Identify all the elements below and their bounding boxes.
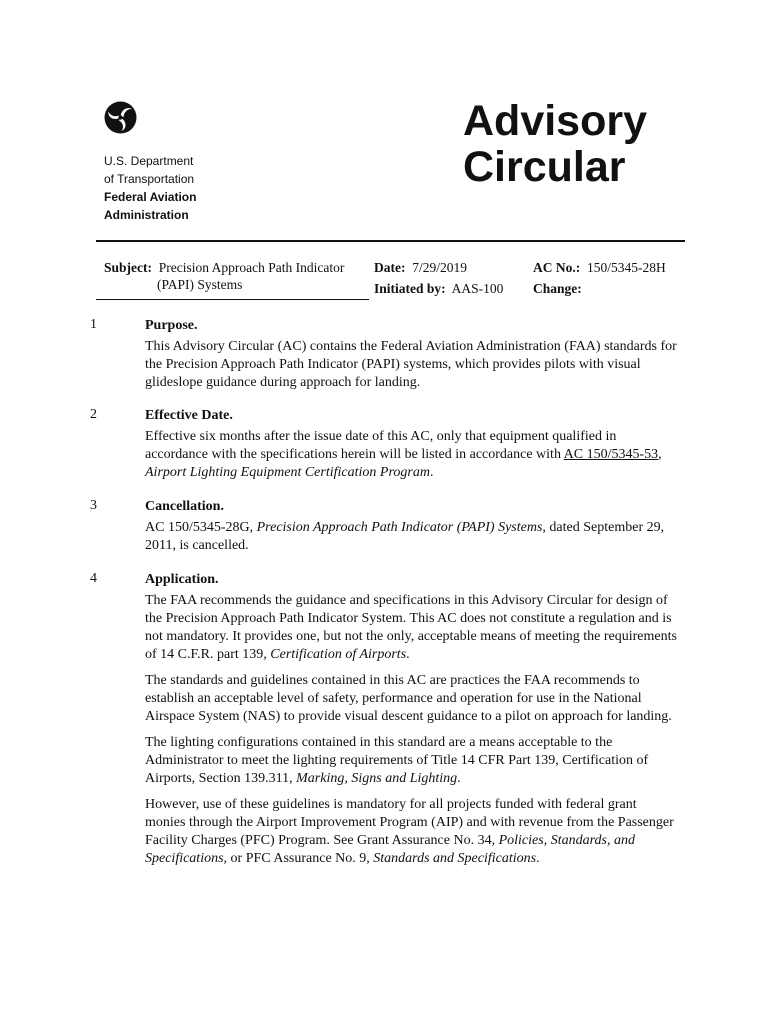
section-paragraph: The standards and guidelines contained in this AC are practices the FAA recommends to establish an acceptable level of safety, performance and operation for use in the National Airspace System (NAS) to provide visual descent guidance to a pilot on approach for landing. bbox=[145, 673, 672, 724]
dot-triskelion-logo-icon bbox=[104, 101, 137, 134]
title-line: Advisory bbox=[463, 97, 648, 145]
paragraph-text: However, use of these guidelines is mandatory for all projects funded with federal grant monies through the Airport Improvement Program (AIP) and with revenue from the Passenger Facility Charges (PFC) Program. See Grant Assurance No. 34, bbox=[145, 797, 674, 848]
paragraph-text: The FAA recommends the guidance and specifications in this Advisory Circular for design of the Precision Approach Path Indicator System. This AC does not constitute a regulation and is not mandatory. It provides one, but not the only, acceptable means of meeting the requirements of 14 C.F.R. part 139, bbox=[145, 593, 677, 662]
paragraph-text: . bbox=[429, 465, 434, 480]
document-title-reference: Precision Approach Path Indicator (PAPI) Systems bbox=[256, 520, 543, 535]
initiated-value: AAS-100 bbox=[451, 281, 504, 296]
subject-value-line2: (PAPI) Systems bbox=[157, 277, 243, 292]
paragraph-text: The lighting configurations contained in this standard are a means acceptable to the Administrator to meet the lighting requirements of Title 14 CFR Part 139, Certification of Airports, Section 139.311, bbox=[145, 735, 649, 786]
ac-reference-link[interactable]: AC 150/5345-53 bbox=[563, 447, 659, 462]
paragraph-text: . bbox=[536, 851, 540, 866]
agency-line: of Transportation bbox=[104, 172, 195, 186]
ac-number-label: AC No.: bbox=[533, 260, 581, 275]
subject-value: Precision Approach Path Indicator bbox=[158, 260, 345, 275]
document-title-reference: Airport Lighting Equipment Certification Program bbox=[145, 465, 430, 480]
section-number: 1 bbox=[90, 317, 97, 332]
section-heading: Purpose. bbox=[145, 318, 198, 333]
document-title bbox=[463, 98, 647, 190]
section-heading: Application. bbox=[145, 572, 219, 587]
section-effective-date bbox=[145, 407, 677, 490]
initiated-field bbox=[374, 280, 503, 298]
section-purpose bbox=[145, 317, 677, 400]
paragraph-text: . bbox=[406, 647, 410, 662]
ac-number-value: 150/5345-28H bbox=[587, 260, 666, 275]
document-title-reference: Certification of Airports bbox=[270, 647, 407, 662]
section-number: 3 bbox=[90, 498, 97, 513]
ac-number-field bbox=[533, 259, 666, 277]
section-paragraph bbox=[145, 519, 677, 555]
date-value: 7/29/2019 bbox=[412, 260, 467, 275]
document-title-reference: Standards and Specifications bbox=[373, 851, 537, 866]
document-title-reference: Policies, Standards, and Specifications bbox=[145, 833, 635, 866]
initiated-label: Initiated by: bbox=[374, 281, 446, 296]
header-divider bbox=[96, 240, 685, 242]
subject-field bbox=[104, 259, 344, 277]
section-number: 4 bbox=[90, 571, 97, 586]
date-field bbox=[374, 259, 467, 277]
section-heading: Cancellation. bbox=[145, 499, 224, 514]
section-paragraph bbox=[145, 428, 677, 482]
agency-bold-line: Federal Aviation bbox=[104, 190, 197, 204]
subject-label: Subject: bbox=[104, 260, 152, 275]
paragraph-text: , dated September 29, 2011, is cancelled. bbox=[145, 520, 665, 553]
section-heading: Effective Date. bbox=[145, 408, 233, 423]
document-title-reference: Marking, Signs and Lighting bbox=[296, 771, 458, 786]
paragraph-text: , bbox=[658, 447, 662, 462]
subject-divider bbox=[96, 299, 369, 300]
change-label: Change: bbox=[533, 281, 582, 296]
date-label: Date: bbox=[374, 260, 406, 275]
section-paragraph: This Advisory Circular (AC) contains the Federal Aviation Administration (FAA) standards for the Precision Approach Path Indicator (PAPI) systems, which provides pilots with visual glideslope guidance during approach for landing. bbox=[145, 339, 677, 390]
section-number: 2 bbox=[90, 407, 97, 422]
paragraph-text: , or PFC Assurance No. 9, bbox=[223, 851, 374, 866]
paragraph-text: . bbox=[457, 771, 461, 786]
section-cancellation bbox=[145, 498, 677, 563]
section-application bbox=[145, 571, 677, 876]
section-paragraph bbox=[145, 796, 677, 868]
change-field bbox=[533, 280, 582, 298]
agency-line: U.S. Department bbox=[104, 154, 194, 168]
section-paragraph bbox=[145, 734, 677, 788]
section-paragraph bbox=[145, 592, 677, 664]
agency-bold-line: Administration bbox=[104, 208, 189, 222]
agency-name bbox=[104, 152, 196, 224]
paragraph-text: Effective six months after the issue date of this AC, only that equipment qualified in accordance with the specifications herein will be listed in accordance with bbox=[145, 429, 617, 462]
title-line: Circular bbox=[463, 143, 626, 191]
paragraph-text: AC 150/5345-28G, bbox=[145, 520, 257, 535]
